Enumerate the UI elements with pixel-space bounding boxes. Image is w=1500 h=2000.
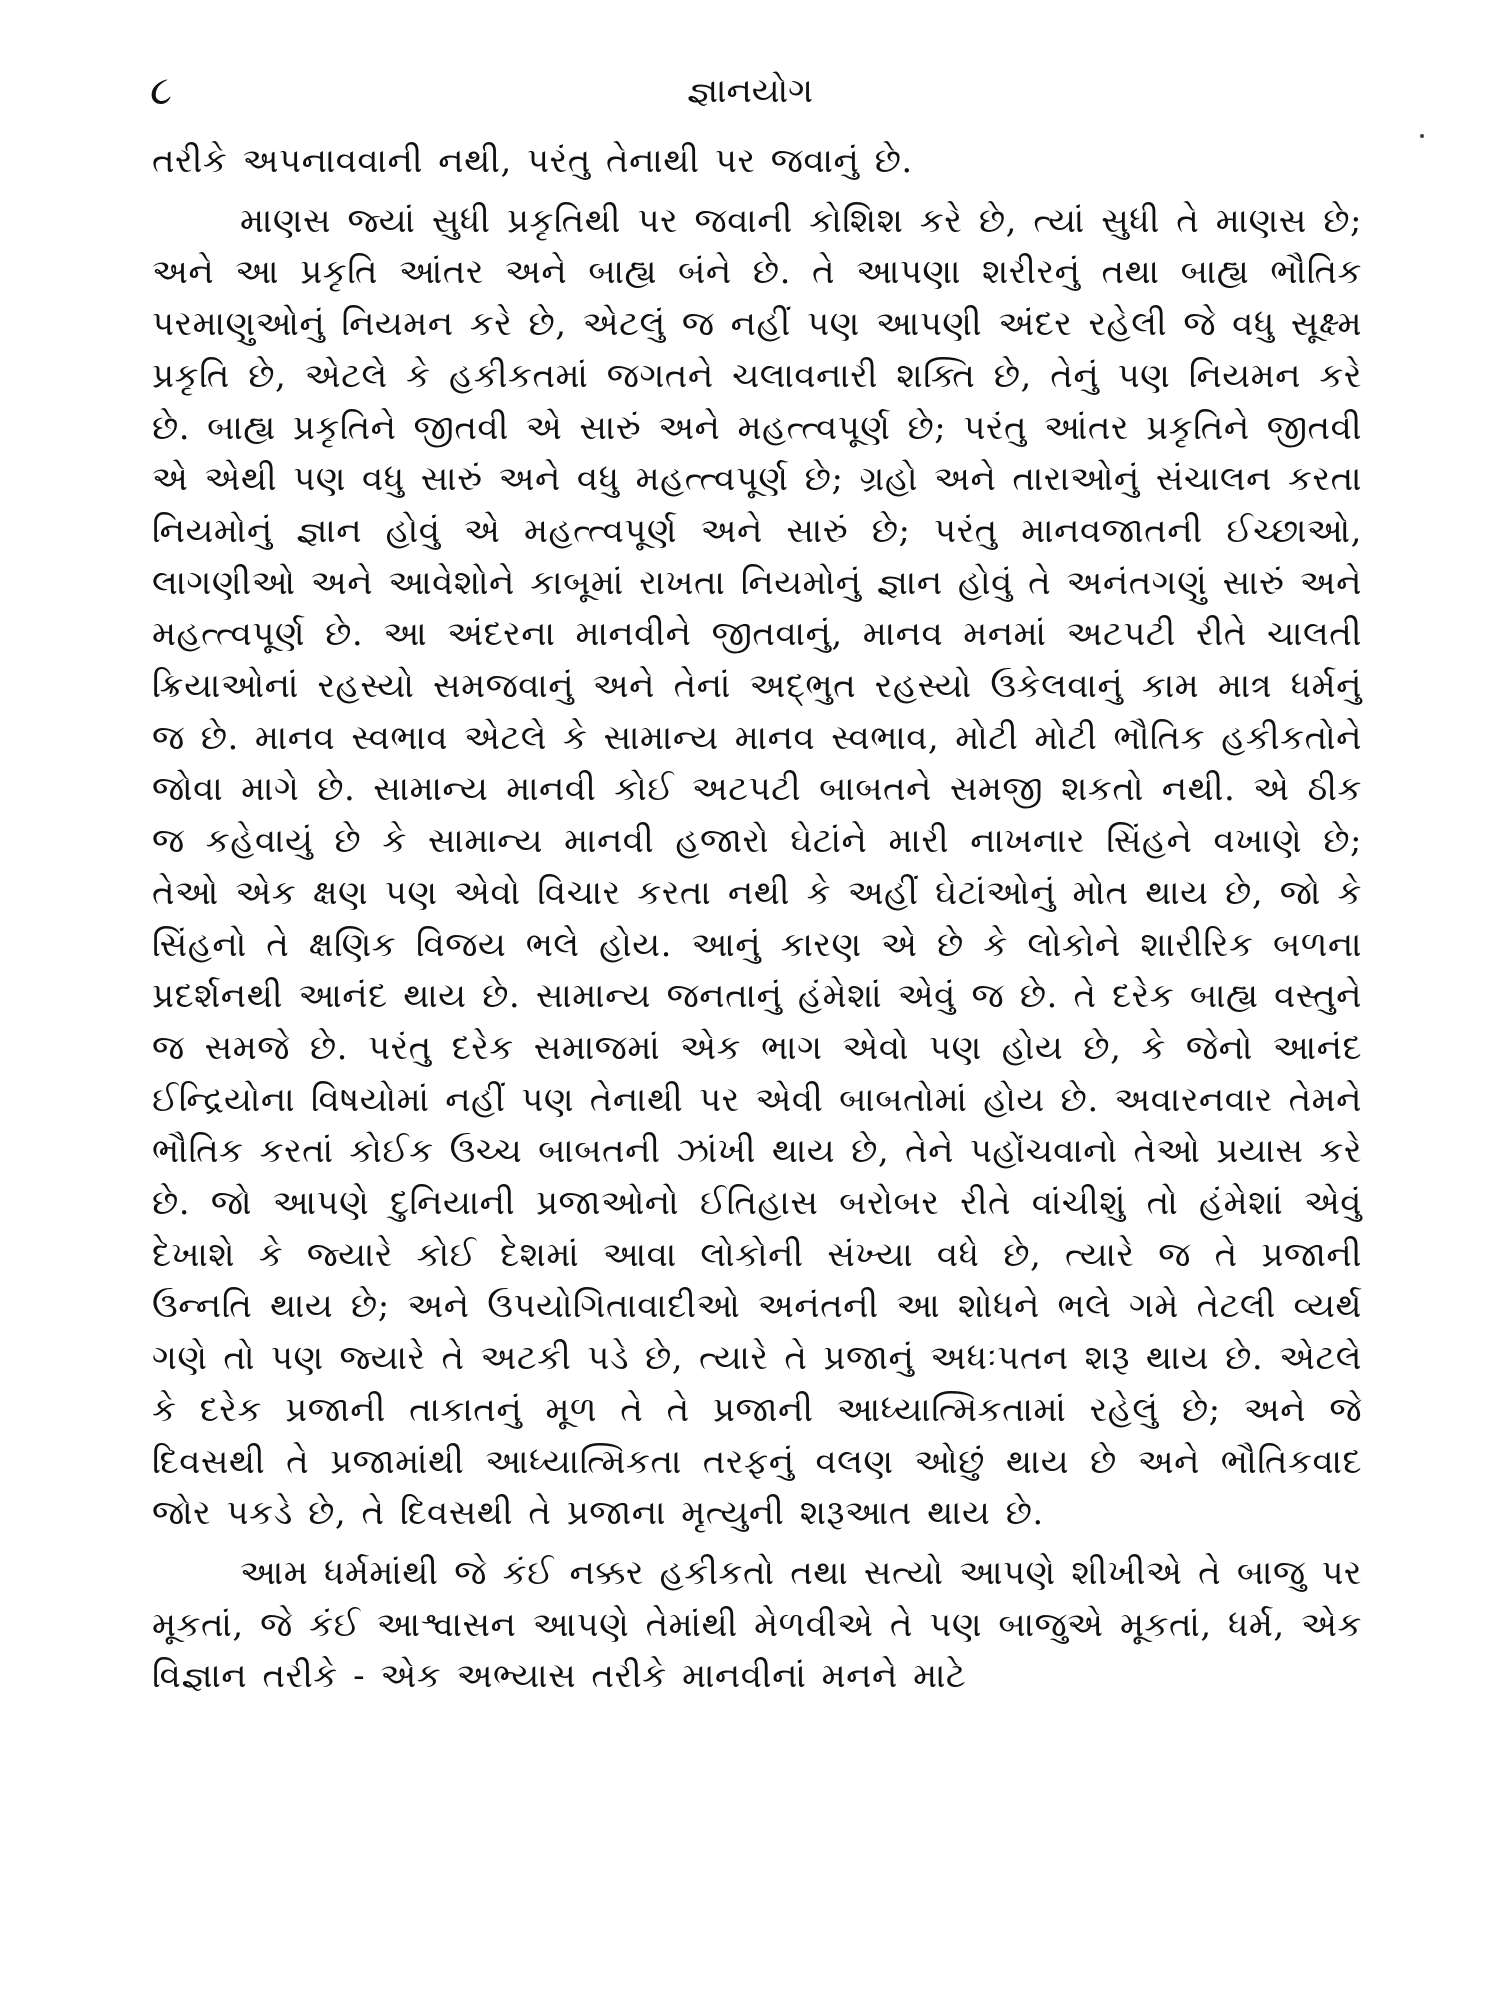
running-title: જ્ઞાનયોગ	[687, 71, 813, 111]
page-header	[150, 66, 1350, 116]
body-text	[152, 136, 1362, 1703]
paragraph-continued: તરીકે અપનાવવાની નથી, પરંતુ તેનાથી પર જવાનું છે.	[152, 141, 913, 181]
scan-speck	[1420, 134, 1424, 138]
paragraph-nature-and-religion: માણસ જ્યાં સુધી પ્રકૃતિથી પર જવાની કોશિશ કરે છે, ત્યાં સુધી તે માણસ છે; અને આ પ્રકૃતિ આંતર અને બાહ્ય બંને છે. તે આપણા શરીરનું તથા બાહ્ય ભૌતિક પરમાણુઓનું નિયમન કરે છે, એટલું જ નહીં પણ આપણી અંદર રહેલી જે વધુ સૂક્ષ્મ પ્રકૃતિ છે, એટલે કે હકીકતમાં જગતને ચલાવનારી શક્તિ છે, તેનું પણ નિયમન કરે છે. બાહ્ય પ્રકૃતિને જીતવી એ સારું અને મહત્ત્વપૂર્ણ છે; પરંતુ આંતર પ્રકૃતિને જીતવી એ એથી પણ વધુ સારું અને વધુ મહત્ત્વપૂર્ણ છે; ગ્રહો અને તારાઓનું સંચાલન કરતા નિયમોનું જ્ઞાન હોવું એ મહત્ત્વપૂર્ણ અને સારું છે; પરંતુ માનવજાતની ઈચ્છાઓ, લાગણીઓ અને આવેશોને કાબૂમાં રાખતા નિયમોનું જ્ઞાન હોવું તે અનંતગણું સારું અને મહત્ત્વપૂર્ણ છે. આ અંદરના માનવીને જીતવાનું, માનવ મનમાં અટપટી રીતે ચાલતી ક્રિયાઓનાં રહસ્યો સમજવાનું અને તેનાં અદ્ભુત રહસ્યો ઉકેલવાનું કામ માત્ર ધર્મનું જ છે. માનવ સ્વભાવ એટલે કે સામાન્ય માનવ સ્વભાવ, મોટી મોટી ભૌતિક હકીકતોને જોવા માગે છે. સામાન્ય માનવી કોઈ અટપટી બાબતને સમજી શકતો નથી. એ ઠીક જ કહેવાયું છે કે સામાન્ય માનવી હજારો ઘેટાંને મારી નાખનાર સિંહને વખાણે છે; તેઓ એક ક્ષણ પણ એવો વિચાર કરતા નથી કે અહીં ઘેટાંઓનું મોત થાય છે, જો કે સિંહનો તે ક્ષણિક વિજય ભલે હોય. આનું કારણ એ છે કે લોકોને શારીરિક બળના પ્રદર્શનથી આનંદ થાય છે. સામાન્ય જનતાનું હંમેશાં એવું જ છે. તે દરેક બાહ્ય વસ્તુને જ સમજે છે. પરંતુ દરેક સમાજમાં એક ભાગ એવો પણ હોય છે, કે જેનો આનંદ ઈન્દ્રિયોના વિષયોમાં નહીં પણ તેનાથી પર એવી બાબતોમાં હોય છે. અવારનવાર તેમને ભૌતિક કરતાં કોઈક ઉચ્ચ બાબતની ઝાંખી થાય છે, તેને પહોંચવાનો તેઓ પ્રયાસ કરે છે. જો આપણે દુનિયાની પ્રજાઓનો ઈતિહાસ બરોબર રીતે વાંચીશું તો હંમેશાં એવું દેખાશે કે જ્યારે કોઈ દેશમાં આવા લોકોની સંખ્યા વધે છે, ત્યારે જ તે પ્રજાની ઉન્નતિ થાય છે; અને ઉપયોગિતાવાદીઓ અનંતની આ શોધને ભલે ગમે તેટલી વ્યર્થ ગણે તો પણ જ્યારે તે અટકી પડે છે, ત્યારે તે પ્રજાનું અધઃપતન શરૂ થાય છે. એટલે કે દરેક પ્રજાની તાકાતનું મૂળ તે તે પ્રજાની આધ્યાત્મિકતામાં રહેલું છે; અને જે દિવસથી તે પ્રજામાંથી આધ્યાત્મિકતા તરફનું વલણ ઓછું થાય છે અને ભૌતિકવાદ જોર પકડે છે, તે દિવસથી તે પ્રજાના મૃત્યુની શરૂઆત થાય છે.	[152, 200, 1362, 1534]
page-number: ૮	[150, 68, 172, 114]
paragraph-religion-as-science: આમ ધર્મમાંથી જે કંઈ નક્કર હકીકતો તથા સત્યો આપણે શીખીએ તે બાજુ પર મૂકતાં, જે કંઈ આશ્વાસન આપણે તેમાંથી મેળવીએ તે પણ બાજુએ મૂકતાં, ધર્મ, એક વિજ્ઞાન તરીકે - એક અભ્યાસ તરીકે માનવીનાં મનને માટે	[152, 1552, 1362, 1697]
